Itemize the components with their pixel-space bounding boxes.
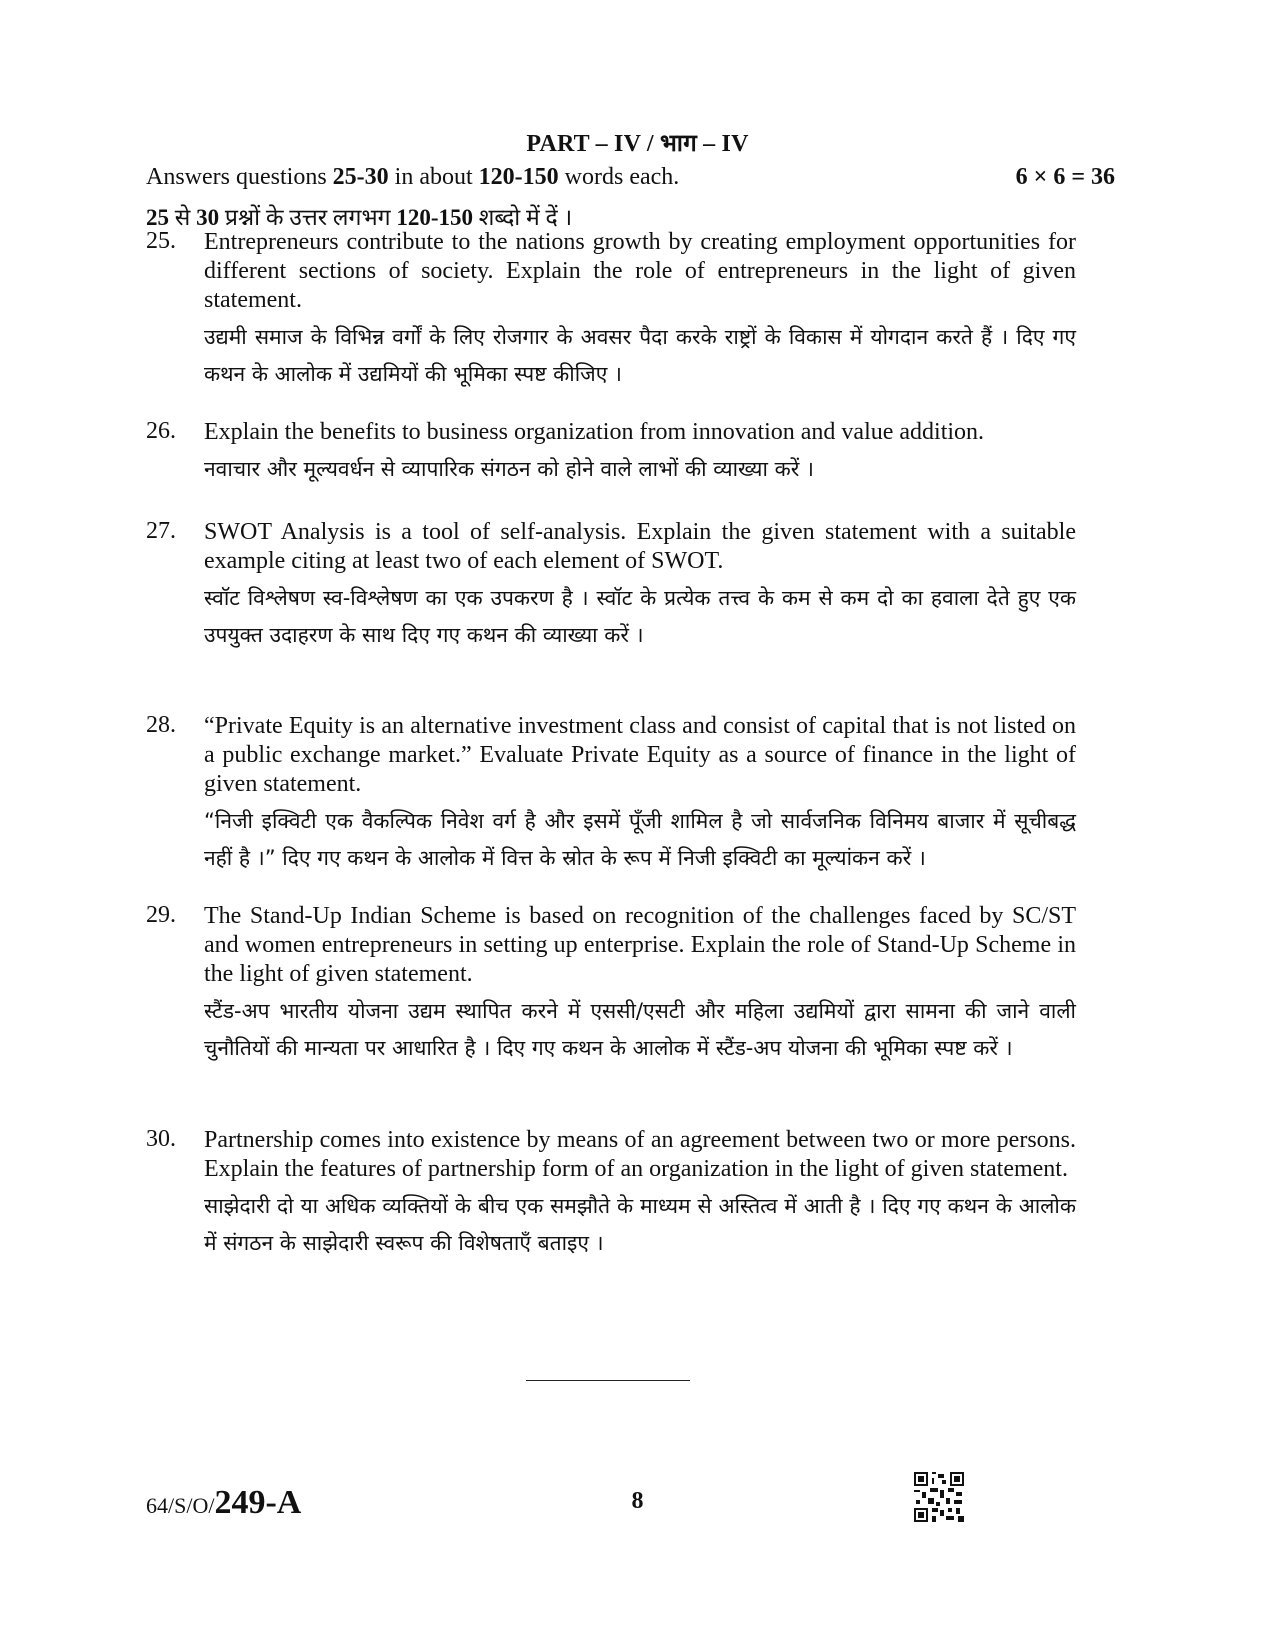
part-title: PART – IV / भाग – IV	[526, 131, 749, 157]
question-text-hindi: उद्यमी समाज के विभिन्न वर्गों के लिए रोजगार के अवसर पैदा करके राष्ट्रों के विकास में योगदान करते हैं । दिए गए कथन के आलोक में उद्यमियों की भूमिका स्पष्ट कीजिए ।	[204, 325, 1076, 386]
question-text-hindi: स्टैंड-अप भारतीय योजना उद्यम स्थापित करने में एससी/एसटी और महिला उद्यमियों द्वारा सामना की जाने वाली चुनौतियों की मान्यता पर आधारित है । दिए गए कथन के आलोक में स्टैंड-अप योजना की भूमिका स्पष्ट करें ।	[204, 999, 1076, 1060]
question-text-hindi: साझेदारी दो या अधिक व्यक्तियों के बीच एक समझौते के माध्यम से अस्तित्व में आती है । दिए गए कथन के आलोक में संगठन के साझेदारी स्वरूप की विशेषताएँ बताइए ।	[204, 1194, 1076, 1255]
question-text-english: Entrepreneurs contribute to the nations growth by creating employment opportunities for different sections of society. Explain the role of entrepreneurs in the light of given statement.	[204, 229, 1076, 313]
instruction-text: Answers questions	[146, 164, 333, 190]
instruction-english	[146, 164, 679, 191]
instruction-text: in about	[388, 164, 479, 190]
question-text-english: “Private Equity is an alternative investment class and consist of capital that is not listed on a public exchange market.” Evaluate Private Equity as a source of finance in the light of given statement.	[204, 713, 1076, 797]
instruction-range-start: 25	[146, 205, 169, 230]
qr-code-icon	[912, 1470, 966, 1524]
question-text-hindi: “निजी इक्विटी एक वैकल्पिक निवेश वर्ग है और इसमें पूँजी शामिल है जो सार्वजनिक विनिमय बाजार में सूचीबद्ध नहीं है ।” दिए गए कथन के आलोक में वित्त के स्रोत के रूप में निजी इक्विटी का मूल्यांकन करें ।	[204, 809, 1076, 870]
paper-code-prefix: 64/S/O/	[146, 1493, 215, 1518]
instruction-word-count: 120-150	[396, 205, 474, 230]
question-text-hindi: स्वॉट विश्लेषण स्व-विश्लेषण का एक उपकरण है । स्वॉट के प्रत्येक तत्त्व के कम से कम दो का हवाला देते हुए एक उपयुक्त उदाहरण के साथ दिए गए कथन की व्याख्या करें ।	[204, 586, 1076, 647]
instruction-range-end: 30	[196, 205, 220, 230]
question-number: 25.	[146, 228, 176, 254]
question-text-english: Partnership comes into existence by means of an agreement between two or more persons. Explain the features of partnership form of an organization in the light of given statement.	[204, 1127, 1076, 1182]
marks-total: 6 × 6 = 36	[1015, 164, 1115, 190]
question-text-english: SWOT Analysis is a tool of self-analysis. Explain the given statement with a suitable example citing at least two of each element of SWOT.	[204, 519, 1076, 574]
question-text-english: Explain the benefits to business organization from innovation and value addition.	[204, 419, 985, 445]
instruction-text: प्रश्नों के उत्तर लगभग	[219, 205, 397, 230]
end-divider	[526, 1380, 690, 1381]
instruction-text: से	[169, 205, 197, 230]
paper-code-main: 249-A	[214, 1484, 302, 1521]
page-number: 8	[631, 1488, 644, 1514]
instruction-word-count: 120-150	[478, 164, 559, 190]
instruction-text: शब्दो में दें ।	[473, 205, 573, 230]
question-number: 27.	[146, 518, 176, 544]
question-number: 26.	[146, 418, 176, 444]
instruction-range: 25-30	[332, 164, 389, 190]
question-number: 30.	[146, 1126, 176, 1152]
question-number: 28.	[146, 712, 176, 738]
instruction-text: words each.	[558, 164, 680, 190]
question-number: 29.	[146, 902, 176, 928]
question-text-hindi: नवाचार और मूल्यवर्धन से व्यापारिक संगठन को होने वाले लाभों की व्याख्या करें ।	[204, 457, 814, 481]
question-text-english: The Stand-Up Indian Scheme is based on recognition of the challenges faced by SC/ST and women entrepreneurs in setting up enterprise. Explain the role of Stand-Up Scheme in the light of given statement.	[204, 903, 1076, 987]
